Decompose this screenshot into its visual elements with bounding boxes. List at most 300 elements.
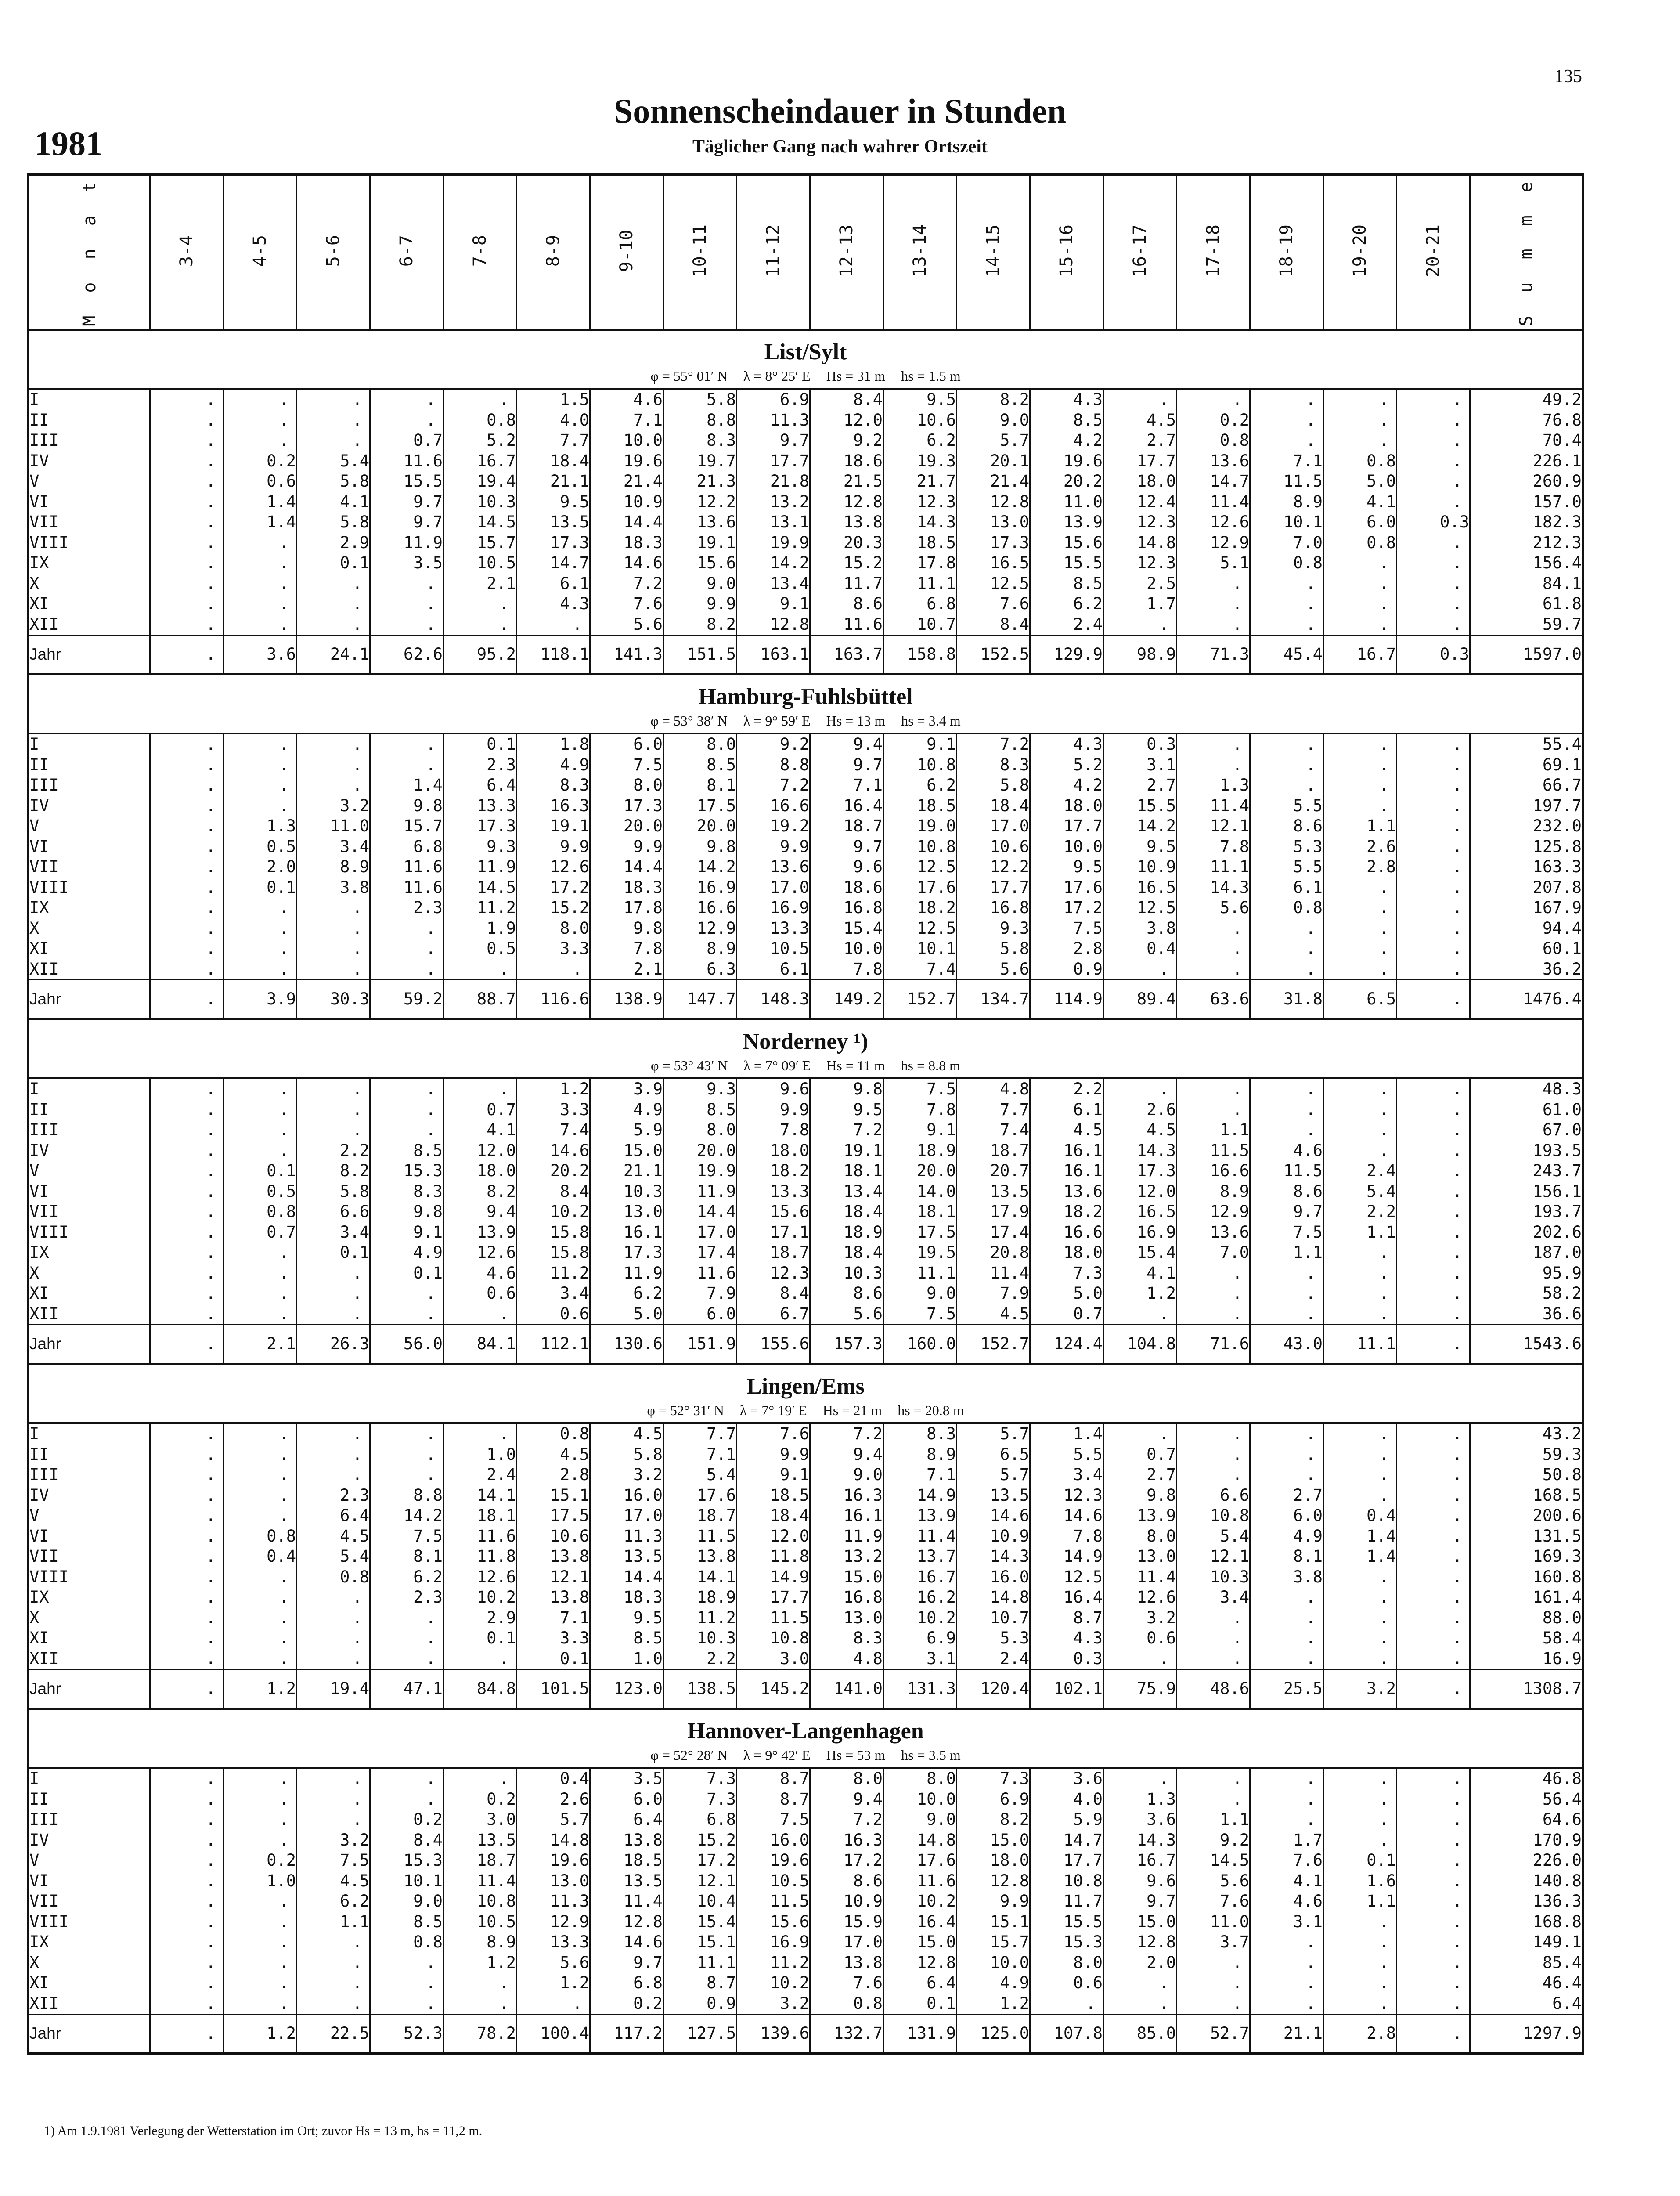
hour-cell: . xyxy=(1397,471,1470,492)
sum-cell: 70.4 xyxy=(1470,430,1583,451)
year-hour-cell: . xyxy=(150,635,224,675)
hour-cell: 8.8 xyxy=(737,755,810,775)
month-label: III xyxy=(29,775,150,796)
hour-cell: 19.1 xyxy=(517,816,590,837)
hour-cell: 14.0 xyxy=(883,1181,957,1202)
sum-cell: 260.9 xyxy=(1470,471,1583,492)
year-hour-cell: 130.6 xyxy=(590,1325,663,1364)
hour-cell: 8.0 xyxy=(663,733,737,755)
table-row xyxy=(29,594,1583,614)
hour-cell: . xyxy=(150,1099,224,1120)
hour-cell: 7.2 xyxy=(590,573,663,594)
hour-cell: 15.2 xyxy=(517,898,590,918)
hour-cell: . xyxy=(1397,1140,1470,1161)
year-hour-cell: . xyxy=(1397,980,1470,1019)
hour-cell: 11.4 xyxy=(1177,491,1250,512)
hour-cell: . xyxy=(150,1607,224,1628)
hour-cell: . xyxy=(1397,451,1470,471)
hour-cell: 5.0 xyxy=(1323,471,1397,492)
sum-cell: 16.9 xyxy=(1470,1648,1583,1669)
sum-cell: 200.6 xyxy=(1470,1506,1583,1526)
hour-cell: . xyxy=(297,1648,370,1669)
hour-cell: . xyxy=(1250,1607,1323,1628)
hour-cell: 4.3 xyxy=(1030,733,1103,755)
hour-cell: 3.0 xyxy=(443,1810,517,1830)
hour-cell: . xyxy=(297,1465,370,1485)
hour-cell: 1.4 xyxy=(224,512,297,533)
table-row xyxy=(29,410,1583,430)
hour-cell: 13.2 xyxy=(810,1546,883,1567)
hour-cell: 8.9 xyxy=(443,1932,517,1953)
year-hour-cell: 120.4 xyxy=(957,1669,1030,1709)
hour-cell: 2.4 xyxy=(443,1465,517,1485)
hour-cell: . xyxy=(443,959,517,980)
hour-cell: . xyxy=(1397,1263,1470,1283)
hour-cell: . xyxy=(1250,1810,1323,1830)
month-label: IX xyxy=(29,553,150,574)
hour-cell: 8.5 xyxy=(370,1911,443,1932)
hour-cell: . xyxy=(224,389,297,410)
hour-cell: 20.8 xyxy=(957,1242,1030,1263)
hour-cell: 3.4 xyxy=(297,836,370,857)
hour-cell: . xyxy=(370,1120,443,1141)
hour-cell: 1.6 xyxy=(1323,1871,1397,1891)
year-hour-cell: . xyxy=(150,2014,224,2054)
station-coord: Hs = 21 m xyxy=(822,1402,882,1419)
station-coord: φ = 53° 38′ N xyxy=(650,713,728,729)
hour-cell: 10.8 xyxy=(1177,1506,1250,1526)
hour-cell: 0.8 xyxy=(810,1993,883,2014)
hour-cell: 2.1 xyxy=(443,573,517,594)
hour-cell: . xyxy=(1323,614,1397,635)
hour-cell: 5.6 xyxy=(1177,1871,1250,1891)
hour-cell: . xyxy=(1397,857,1470,878)
hour-cell: 2.2 xyxy=(297,1140,370,1161)
hour-cell: 14.8 xyxy=(883,1830,957,1850)
hour-cell: . xyxy=(1250,1768,1323,1789)
month-label: I xyxy=(29,1768,150,1789)
hour-cell: 13.8 xyxy=(810,512,883,533)
table-row xyxy=(29,1952,1583,1973)
hour-cell: 4.9 xyxy=(517,755,590,775)
hour-cell: 7.2 xyxy=(810,1810,883,1830)
sum-cell: 46.8 xyxy=(1470,1768,1583,1789)
table-row xyxy=(29,1304,1583,1325)
hour-cell: 14.1 xyxy=(443,1485,517,1506)
hour-cell: . xyxy=(1177,1973,1250,1994)
hour-cell: . xyxy=(370,573,443,594)
hour-cell: . xyxy=(150,1628,224,1649)
hour-cell: 8.9 xyxy=(663,939,737,959)
hour-cell: 11.5 xyxy=(663,1526,737,1546)
table-row xyxy=(29,857,1583,878)
hour-cell: 14.8 xyxy=(517,1830,590,1850)
hour-cell: 3.9 xyxy=(590,1078,663,1100)
hour-cell: . xyxy=(150,918,224,939)
hour-cell: 2.8 xyxy=(517,1465,590,1485)
year-total-row xyxy=(29,1325,1583,1364)
hour-cell: 5.5 xyxy=(1030,1444,1103,1465)
hour-cell: 10.3 xyxy=(443,491,517,512)
hour-cell: 0.6 xyxy=(443,1283,517,1304)
col-header-hour: 13-14 xyxy=(883,175,957,330)
hour-cell: 4.6 xyxy=(1250,1891,1323,1912)
month-label: IV xyxy=(29,1485,150,1506)
hour-cell: 8.4 xyxy=(810,389,883,410)
hour-cell: 14.7 xyxy=(1030,1830,1103,1850)
hour-cell: 8.5 xyxy=(1030,410,1103,430)
hour-cell: 9.1 xyxy=(737,594,810,614)
hour-cell: 0.6 xyxy=(1030,1973,1103,1994)
hour-cell: 16.3 xyxy=(517,795,590,816)
year-sum-cell: 1297.9 xyxy=(1470,2014,1583,2054)
hour-cell: . xyxy=(150,1304,224,1325)
hour-cell: 2.7 xyxy=(1250,1485,1323,1506)
month-label: I xyxy=(29,1423,150,1445)
hour-cell: 8.0 xyxy=(883,1768,957,1789)
hour-cell: 8.2 xyxy=(443,1181,517,1202)
hour-cell: 2.5 xyxy=(1103,573,1177,594)
hour-cell: . xyxy=(1397,1567,1470,1587)
hour-cell: . xyxy=(1397,1506,1470,1526)
hour-cell: . xyxy=(1397,1078,1470,1100)
hour-cell: 10.5 xyxy=(443,553,517,574)
hour-cell: 3.4 xyxy=(297,1222,370,1242)
hour-cell: . xyxy=(1177,1952,1250,1973)
station-coords-row xyxy=(29,710,1583,733)
hour-cell: 5.8 xyxy=(957,775,1030,796)
hour-cell: . xyxy=(224,1283,297,1304)
year-hour-cell: 131.9 xyxy=(883,2014,957,2054)
hour-cell: 14.7 xyxy=(1177,471,1250,492)
hour-cell: . xyxy=(1397,1181,1470,1202)
hour-cell: 10.7 xyxy=(883,614,957,635)
month-label: VII xyxy=(29,857,150,878)
hour-cell: . xyxy=(1397,877,1470,898)
hour-cell: 17.5 xyxy=(517,1506,590,1526)
hour-cell: 15.4 xyxy=(1103,1242,1177,1263)
year-hour-cell: 1.2 xyxy=(224,2014,297,2054)
hour-cell: . xyxy=(1323,1263,1397,1283)
hour-cell: 4.5 xyxy=(1030,1120,1103,1141)
hour-cell: . xyxy=(150,512,224,533)
hour-cell: 0.2 xyxy=(370,1810,443,1830)
hour-cell: . xyxy=(370,1099,443,1120)
year-label: 1981 xyxy=(34,124,103,163)
hour-cell: 9.5 xyxy=(517,491,590,512)
month-label: VI xyxy=(29,1181,150,1202)
hour-cell: 15.1 xyxy=(957,1911,1030,1932)
hour-cell: . xyxy=(297,1607,370,1628)
hour-cell: 2.3 xyxy=(370,1587,443,1608)
hour-cell: . xyxy=(224,1789,297,1810)
hour-cell: 17.0 xyxy=(810,1932,883,1953)
month-label: V xyxy=(29,816,150,837)
year-hour-cell: 21.1 xyxy=(1250,2014,1323,2054)
hour-cell: 1.4 xyxy=(1323,1546,1397,1567)
hour-cell: 5.8 xyxy=(590,1444,663,1465)
hour-cell: 6.1 xyxy=(517,573,590,594)
hour-cell: 18.2 xyxy=(737,1161,810,1181)
hour-cell: . xyxy=(1397,1789,1470,1810)
table-row xyxy=(29,1078,1583,1100)
hour-cell: . xyxy=(297,1789,370,1810)
station-name: Lingen/Ems xyxy=(29,1364,1583,1399)
hour-cell: . xyxy=(150,1567,224,1587)
hour-cell: . xyxy=(224,1607,297,1628)
hour-cell: 6.5 xyxy=(957,1444,1030,1465)
hour-cell: 15.5 xyxy=(370,471,443,492)
hour-cell: 3.8 xyxy=(297,877,370,898)
hour-cell: 21.7 xyxy=(883,471,957,492)
hour-cell: 10.8 xyxy=(883,836,957,857)
hour-cell: 8.3 xyxy=(370,1181,443,1202)
hour-cell: 14.8 xyxy=(957,1587,1030,1608)
hour-cell: 2.6 xyxy=(1323,836,1397,857)
year-hour-cell: 48.6 xyxy=(1177,1669,1250,1709)
hour-cell: . xyxy=(1323,430,1397,451)
hour-cell: 5.4 xyxy=(297,451,370,471)
year-hour-cell: 100.4 xyxy=(517,2014,590,2054)
hour-cell: 14.3 xyxy=(1103,1140,1177,1161)
hour-cell: . xyxy=(370,1993,443,2014)
sum-cell: 66.7 xyxy=(1470,775,1583,796)
hour-cell: . xyxy=(1397,1161,1470,1181)
hour-cell: 12.6 xyxy=(443,1242,517,1263)
station-coord: hs = 8.8 m xyxy=(901,1058,961,1074)
hour-cell: 17.7 xyxy=(737,451,810,471)
hour-cell: . xyxy=(297,614,370,635)
hour-cell: 5.4 xyxy=(1323,1181,1397,1202)
hour-cell: 18.5 xyxy=(737,1485,810,1506)
hour-cell: 13.4 xyxy=(737,573,810,594)
hour-cell: . xyxy=(1397,1485,1470,1506)
hour-cell: 6.2 xyxy=(297,1891,370,1912)
table-row xyxy=(29,1587,1583,1608)
hour-cell: 15.8 xyxy=(517,1222,590,1242)
hour-cell: 12.3 xyxy=(883,491,957,512)
hour-cell: . xyxy=(1397,918,1470,939)
hour-cell: 13.0 xyxy=(590,1202,663,1222)
hour-cell: 0.8 xyxy=(224,1526,297,1546)
hour-cell: 17.0 xyxy=(737,877,810,898)
hour-cell: 16.3 xyxy=(810,1830,883,1850)
hour-cell: 17.7 xyxy=(957,877,1030,898)
hour-cell: 18.4 xyxy=(810,1242,883,1263)
hour-cell: . xyxy=(150,1078,224,1100)
hour-cell: 8.7 xyxy=(737,1768,810,1789)
hour-cell: 10.1 xyxy=(370,1871,443,1891)
hour-cell: 13.3 xyxy=(737,918,810,939)
hour-cell: 18.1 xyxy=(883,1202,957,1222)
year-hour-cell: . xyxy=(1397,1325,1470,1364)
hour-cell: 8.9 xyxy=(1250,491,1323,512)
hour-cell: 15.3 xyxy=(1030,1932,1103,1953)
hour-cell: 9.9 xyxy=(737,1099,810,1120)
hour-cell: 13.6 xyxy=(663,512,737,533)
hour-cell: 4.9 xyxy=(1250,1526,1323,1546)
hour-cell: 0.1 xyxy=(297,1242,370,1263)
hour-cell: . xyxy=(1103,1768,1177,1789)
table-row xyxy=(29,1181,1583,1202)
hour-cell: 17.3 xyxy=(517,532,590,553)
year-hour-cell: 22.5 xyxy=(297,2014,370,2054)
hour-cell: . xyxy=(1103,1078,1177,1100)
hour-cell: . xyxy=(1177,918,1250,939)
hour-cell: 1.8 xyxy=(517,733,590,755)
hour-cell: . xyxy=(1250,1078,1323,1100)
hour-cell: 11.4 xyxy=(957,1263,1030,1283)
hour-cell: . xyxy=(224,1485,297,1506)
hour-cell: 11.2 xyxy=(443,898,517,918)
hour-cell: . xyxy=(224,594,297,614)
hour-cell: . xyxy=(150,1202,224,1222)
hour-cell: . xyxy=(150,1444,224,1465)
hour-cell: . xyxy=(1323,1648,1397,1669)
hour-cell: . xyxy=(1323,1830,1397,1850)
hour-cell: . xyxy=(1323,1911,1397,1932)
sum-cell: 168.8 xyxy=(1470,1911,1583,1932)
hour-cell: 11.5 xyxy=(737,1891,810,1912)
hour-cell: . xyxy=(297,733,370,755)
hour-cell: 0.8 xyxy=(370,1932,443,1953)
sum-cell: 49.2 xyxy=(1470,389,1583,410)
table-row xyxy=(29,614,1583,635)
table-row xyxy=(29,1526,1583,1546)
hour-cell: . xyxy=(1250,1973,1323,1994)
hour-cell: . xyxy=(150,1423,224,1445)
col-header-hour: 12-13 xyxy=(810,175,883,330)
hour-cell: 9.4 xyxy=(810,1789,883,1810)
sum-cell: 64.6 xyxy=(1470,1810,1583,1830)
year-total-row xyxy=(29,635,1583,675)
hour-cell: 8.0 xyxy=(663,1120,737,1141)
year-hour-cell: 43.0 xyxy=(1250,1325,1323,1364)
hour-cell: . xyxy=(1397,553,1470,574)
hour-cell: . xyxy=(1177,573,1250,594)
hour-cell: 15.9 xyxy=(810,1911,883,1932)
sum-cell: 61.0 xyxy=(1470,1099,1583,1120)
table-row xyxy=(29,1871,1583,1891)
hour-cell: 9.8 xyxy=(1103,1485,1177,1506)
hour-cell: . xyxy=(297,1444,370,1465)
hour-cell: . xyxy=(297,410,370,430)
table-row xyxy=(29,1648,1583,1669)
hour-cell: 12.9 xyxy=(517,1911,590,1932)
hour-cell: 12.2 xyxy=(663,491,737,512)
month-label: X xyxy=(29,918,150,939)
sunshine-table xyxy=(27,173,1584,2055)
hour-cell: 0.3 xyxy=(1103,733,1177,755)
month-label: IX xyxy=(29,1932,150,1953)
hour-cell: 12.5 xyxy=(1030,1567,1103,1587)
hour-cell: 0.1 xyxy=(224,877,297,898)
hour-cell: 8.3 xyxy=(883,1423,957,1445)
hour-cell: 13.6 xyxy=(1177,451,1250,471)
hour-cell: 11.0 xyxy=(1030,491,1103,512)
hour-cell: 7.2 xyxy=(957,733,1030,755)
hour-cell: 16.6 xyxy=(737,795,810,816)
hour-cell: 5.2 xyxy=(1030,755,1103,775)
sum-cell: 226.1 xyxy=(1470,451,1583,471)
hour-cell: . xyxy=(1323,1628,1397,1649)
hour-cell: . xyxy=(1323,1607,1397,1628)
hour-cell: 6.8 xyxy=(883,594,957,614)
hour-cell: 8.7 xyxy=(663,1973,737,1994)
hour-cell: 14.8 xyxy=(1103,532,1177,553)
month-label: XII xyxy=(29,614,150,635)
station-coord: φ = 52° 28′ N xyxy=(650,1747,728,1763)
hour-cell: 4.9 xyxy=(957,1973,1030,1994)
hour-cell: 11.0 xyxy=(1177,1911,1250,1932)
hour-cell: . xyxy=(1177,389,1250,410)
year-hour-cell: 30.3 xyxy=(297,980,370,1019)
hour-cell: 2.1 xyxy=(590,959,663,980)
hour-cell: 1.9 xyxy=(443,918,517,939)
sum-cell: 182.3 xyxy=(1470,512,1583,533)
hour-cell: 11.2 xyxy=(517,1263,590,1283)
hour-cell: . xyxy=(150,755,224,775)
hour-cell: 4.2 xyxy=(1030,775,1103,796)
hour-cell: 12.0 xyxy=(737,1526,810,1546)
hour-cell: 18.7 xyxy=(443,1850,517,1871)
hour-cell: . xyxy=(1323,1078,1397,1100)
sum-cell: 131.5 xyxy=(1470,1526,1583,1546)
hour-cell: . xyxy=(1177,1078,1250,1100)
hour-cell: 3.4 xyxy=(1177,1587,1250,1608)
year-hour-cell: 123.0 xyxy=(590,1669,663,1709)
hour-cell: 1.2 xyxy=(517,1078,590,1100)
hour-cell: 21.1 xyxy=(517,471,590,492)
hour-cell: 15.4 xyxy=(810,918,883,939)
hour-cell: 20.7 xyxy=(957,1161,1030,1181)
col-header-hour: 14-15 xyxy=(957,175,1030,330)
hour-cell: 9.7 xyxy=(370,512,443,533)
table-row xyxy=(29,1850,1583,1871)
hour-cell: . xyxy=(224,553,297,574)
hour-cell: 0.8 xyxy=(224,1202,297,1222)
hour-cell: 17.3 xyxy=(590,1242,663,1263)
hour-cell: 10.3 xyxy=(590,1181,663,1202)
hour-cell: 15.4 xyxy=(663,1911,737,1932)
hour-cell: 11.5 xyxy=(737,1607,810,1628)
hour-cell: . xyxy=(297,1099,370,1120)
hour-cell: . xyxy=(297,1423,370,1445)
hour-cell: 5.6 xyxy=(957,959,1030,980)
hour-cell: 1.1 xyxy=(297,1911,370,1932)
hour-cell: 4.5 xyxy=(1103,1120,1177,1141)
table-row xyxy=(29,389,1583,410)
hour-cell: 20.0 xyxy=(883,1161,957,1181)
hour-cell: 10.0 xyxy=(957,1952,1030,1973)
hour-cell: 8.6 xyxy=(810,1283,883,1304)
hour-cell: . xyxy=(1323,553,1397,574)
hour-cell: 16.1 xyxy=(1030,1161,1103,1181)
year-sum-cell: 1597.0 xyxy=(1470,635,1583,675)
hour-cell: 3.6 xyxy=(1030,1768,1103,1789)
hour-cell: 11.6 xyxy=(810,614,883,635)
hour-cell: 12.1 xyxy=(517,1567,590,1587)
hour-cell: . xyxy=(443,389,517,410)
hour-cell: 8.5 xyxy=(370,1140,443,1161)
hour-cell: 10.1 xyxy=(1250,512,1323,533)
hour-cell: . xyxy=(297,1993,370,2014)
sum-cell: 58.4 xyxy=(1470,1628,1583,1649)
hour-cell: 4.1 xyxy=(1250,1871,1323,1891)
hour-cell: 8.8 xyxy=(370,1485,443,1506)
hour-cell: . xyxy=(224,1423,297,1445)
hour-cell: 1.4 xyxy=(370,775,443,796)
